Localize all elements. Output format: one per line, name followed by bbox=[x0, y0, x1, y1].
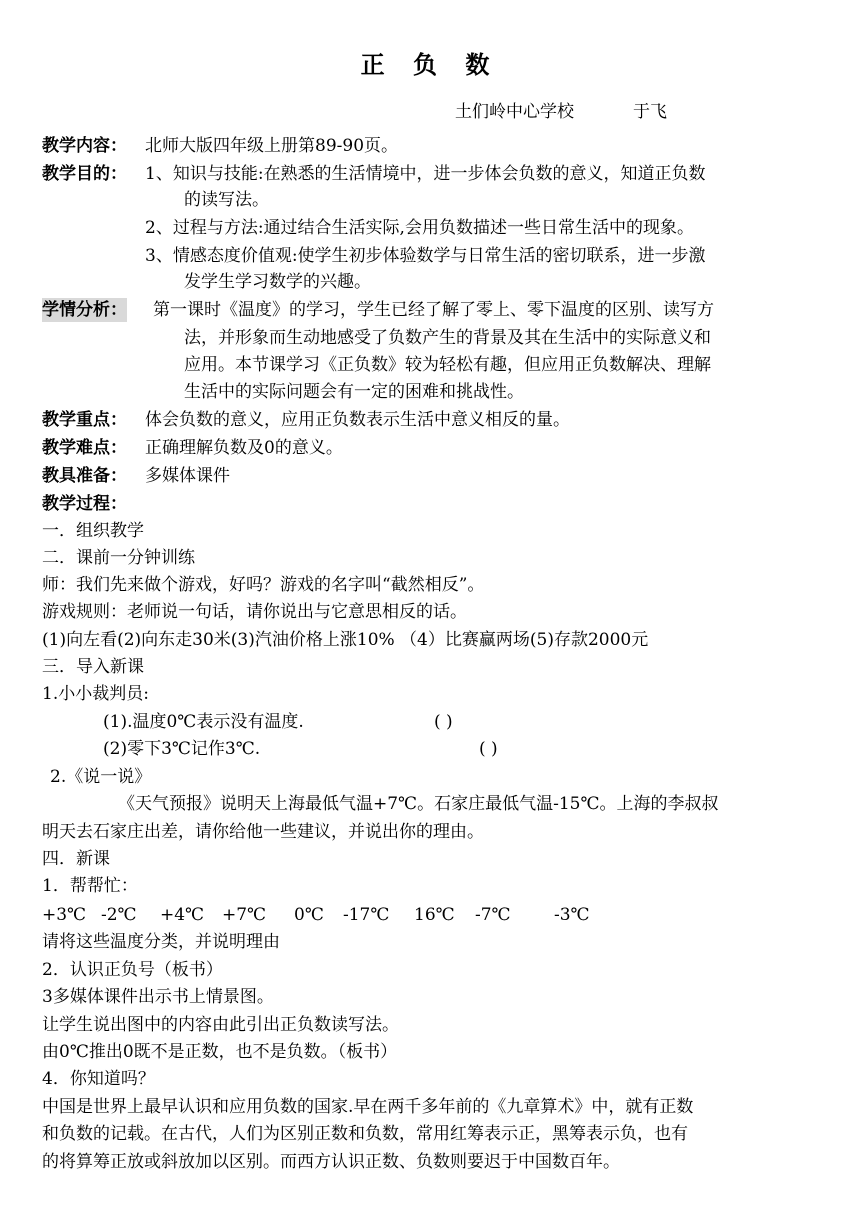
process-line: 明天去石家庄出差，请你给他一些建议，并说出你的理由。 bbox=[42, 822, 484, 842]
process-line: (2)零下3℃记作3℃. bbox=[103, 739, 261, 759]
difficulty-label: 教学难点： bbox=[42, 438, 127, 458]
analysis-line-4: 生活中的实际问题会有一定的困难和挑战性。 bbox=[184, 382, 524, 402]
key-point-text: 体会负数的意义，应用正负数表示生活中意义相反的量。 bbox=[145, 410, 570, 430]
judge-blank: ( ) bbox=[479, 739, 498, 759]
analysis-line-2: 法，并形象而生动地感受了负数产生的背景及其在生活中的实际意义和 bbox=[184, 328, 711, 348]
process-line: 四．新课 bbox=[42, 849, 110, 869]
author-name: 于飞 bbox=[633, 102, 667, 122]
objective-3-cont: 发学生学习数学的兴趣。 bbox=[184, 272, 371, 292]
temperature-value: -3℃ bbox=[554, 905, 590, 925]
process-line: (1)向左看(2)向东走30米(3)汽油价格上涨10% （4）比赛赢两场(5)存款2000元 bbox=[42, 630, 649, 650]
temperature-value: 0℃ bbox=[294, 905, 324, 925]
process-line: 的将算筹正放或斜放加以区别。而西方认识正数、负数则要迟于中国数百年。 bbox=[42, 1152, 620, 1172]
objective-1-cont: 的读写法。 bbox=[184, 190, 269, 210]
temperature-value: +4℃ bbox=[160, 905, 205, 925]
temperature-value: +7℃ bbox=[222, 905, 267, 925]
analysis-label: 学情分析： bbox=[42, 300, 127, 320]
author-school: 土们岭中心学校 bbox=[455, 102, 574, 122]
judge-blank: ( ) bbox=[434, 712, 453, 732]
process-line: 请将这些温度分类，并说明理由 bbox=[42, 932, 280, 952]
difficulty-text: 正确理解负数及0的意义。 bbox=[145, 438, 343, 458]
process-line: 三．导入新课 bbox=[42, 657, 144, 677]
process-line: 2.《说一说》 bbox=[50, 767, 152, 787]
process-line: 和负数的记载。在古代，人们为区别正数和负数，常用红筹表示正，黑筹表示负，也有 bbox=[42, 1124, 688, 1144]
process-line: 《天气预报》说明天上海最低气温+7℃。石家庄最低气温-15℃。上海的李叔叔 bbox=[118, 794, 719, 814]
document-title: 正 负 数 bbox=[360, 50, 500, 79]
temperature-value: +3℃ bbox=[42, 905, 87, 925]
process-line: 1．帮帮忙： bbox=[42, 876, 138, 896]
process-line: 二．课前一分钟训练 bbox=[42, 548, 195, 568]
analysis-line-1: 第一课时《温度》的学习，学生已经了解了零上、零下温度的区别、读写方 bbox=[153, 300, 714, 320]
process-line: 中国是世界上最早认识和应用负数的国家.早在两千多年前的《九章算术》中，就有正数 bbox=[42, 1097, 694, 1117]
process-label: 教学过程： bbox=[42, 494, 127, 514]
objective-2: 2、过程与方法:通过结合生活实际,会用负数描述一些日常生活中的现象。 bbox=[145, 218, 694, 238]
process-line: 1.小小裁判员: bbox=[42, 684, 149, 704]
content-label: 教学内容： bbox=[42, 136, 127, 156]
temperature-value: -17℃ bbox=[343, 905, 390, 925]
process-line: 2．认识正负号（板书） bbox=[42, 960, 223, 980]
analysis-line-3: 应用。本节课学习《正负数》较为轻松有趣，但应用正负数解决、理解 bbox=[184, 355, 711, 375]
key-point-label: 教学重点： bbox=[42, 410, 127, 430]
objective-1: 1、知识与技能:在熟悉的生活情境中，进一步体会负数的意义，知道正负数 bbox=[145, 164, 706, 184]
process-line: 游戏规则：老师说一句话，请你说出与它意思相反的话。 bbox=[42, 602, 467, 622]
tools-label: 教具准备： bbox=[42, 466, 127, 486]
temperature-value: -7℃ bbox=[475, 905, 511, 925]
process-line: 4．你知道吗？ bbox=[42, 1069, 155, 1089]
process-line: 3多媒体课件出示书上情景图。 bbox=[42, 987, 274, 1007]
process-line: 师：我们先来做个游戏，好吗？游戏的名字叫“截然相反”。 bbox=[42, 575, 485, 595]
process-line: (1).温度0℃表示没有温度. bbox=[103, 712, 304, 732]
process-line: 由0℃推出0既不是正数，也不是负数。（板书） bbox=[42, 1042, 398, 1062]
process-line: 让学生说出图中的内容由此引出正负数读写法。 bbox=[42, 1015, 399, 1035]
content-text: 北师大版四年级上册第89-90页。 bbox=[145, 136, 399, 156]
objectives-label: 教学目的： bbox=[42, 164, 127, 184]
temperature-value: -2℃ bbox=[101, 905, 137, 925]
temperature-value: 16℃ bbox=[414, 905, 455, 925]
process-line: 一．组织教学 bbox=[42, 521, 144, 541]
objective-3: 3、情感态度价值观:使学生初步体验数学与日常生活的密切联系，进一步激 bbox=[145, 246, 706, 266]
tools-text: 多媒体课件 bbox=[145, 466, 230, 486]
